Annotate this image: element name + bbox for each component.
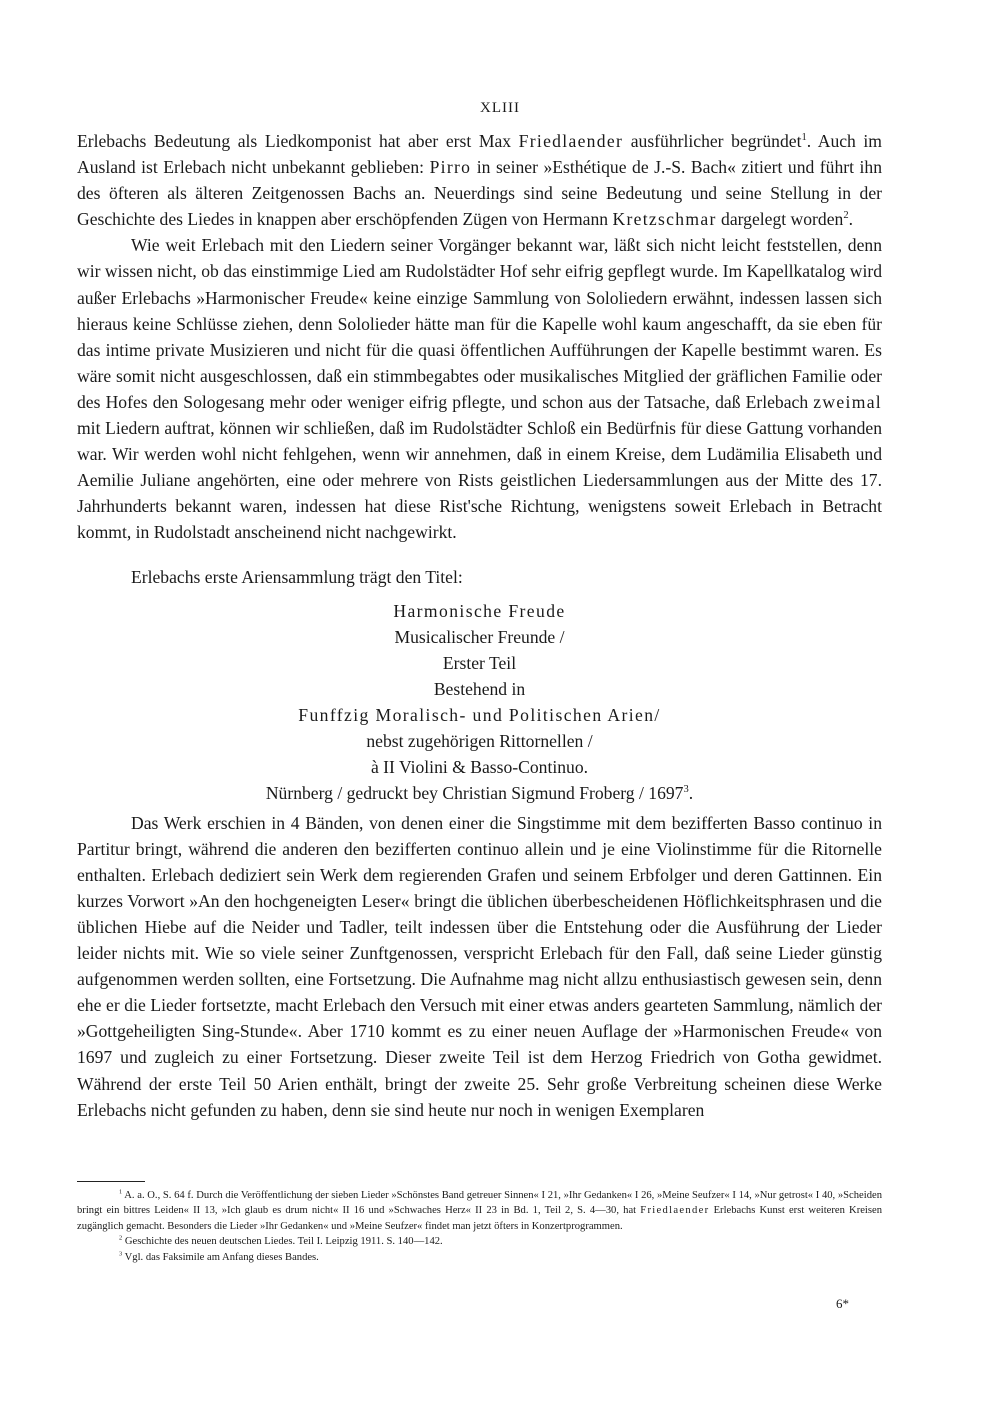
text-run: . Auch im Ausland ist Erlebach nicht unbekannt geblieben:: [77, 131, 882, 178]
text-run: in seiner »Esthétique de J.-S. Bach« zitiert und führt ihn des öfteren als älteren Zeitgenossen Bachs an. Neuerdings sind seine Bedeutung und seine Stellung in der Geschichte des Liedes in knappen aber erschöpfenden Zügen von Hermann: [77, 157, 882, 230]
title-intro: Erlebachs erste Ariensammlung trägt den Titel:: [131, 566, 463, 587]
signature-mark: 6*: [836, 1296, 849, 1311]
text-run: Vgl. das Faksimile am Anfang dieses Bandes.: [122, 1251, 319, 1263]
footnote-divider: [77, 1181, 145, 1182]
title-line-8: [77, 780, 882, 806]
footnote-ref-1: 1: [801, 132, 807, 144]
title-line-2: Musicalischer Freunde /: [394, 626, 565, 647]
text-run: Wie weit Erlebach mit den Liedern seiner Vorgänger bekannt war, läßt sich nicht leicht feststellen, denn wir wissen nicht, ob das einstimmige Lied am Rudolstädter Hof sehr eifrig gepflegt wurde. Im Kapellkatalog wird außer Erlebachs »Harmonischer Freude« keine einzige Sammlung von Sololiedern erwähnt, indessen lassen sich hieraus keine Schlüsse ziehen, denn Sololieder hätte man für die Kapelle wohl kaum angeschafft, da sie eben für das intime private Musizieren und nicht für die quasi öffentlichen Aufführungen der Kapelle bestimmt waren. Es wäre somit nicht ausgeschlossen, daß ein stimmbegabtes oder musikalisches Mitglied der gräflichen Familie oder des Hofes den Sologesang mehr oder weniger eifrig pflegte, und schon aus der Tatsache, daß Erlebach: [77, 235, 882, 412]
paragraph-3: Das Werk erschien in 4 Bänden, von denen einer die Singstimme mit dem bezifferten Basso continuo in Partitur bringt, während die anderen den bezifferten continuo allein und je eine Violinstimme für die Ritornelle enthalten. Erlebach dediziert sein Werk dem regierenden Grafen und seinem Erbfolger und deren Gattinnen. Ein kurzes Vorwort »An den hochgeneigten Leser« bringt die üblichen überbescheidenen Höflichkeitsphrasen und die üblichen Hiebe auf die Neider und Tadler, teilt indessen über die Entstehung oder die Ausführung der Lieder leider nichts mit. Wie so viele seiner Zunftgenossen, verspricht Erlebach für den Fall, daß seine Lieder günstig aufgenommen werden sollten, eine Fortsetzung. Die Aufnahme mag nicht allzu enthusiastisch gewesen sein, denn ehe er die Lieder fortsetzte, macht Erlebach den Versuch mit einer etwas anders gearteten Sammlung, nämlich der »Gottgeheiligten Sing-Stunde«. Aber 1710 kommt es zu einer neuen Auflage der »Harmonischen Freude« von 1697 und zugleich zu einer Fortsetzung. Dieser zweite Teil ist dem Herzog Friedrich von Gotha gewidmet. Während der erste Teil 50 Arien enthält, bringt der zweite 25. Sehr große Verbreitung scheinen diese Werke Erlebachs nicht gefunden zu haben, denn sie sind heute nur noch in wenigen Exemplaren: [77, 812, 882, 1120]
title-line-1: Harmonische Freude: [393, 600, 566, 621]
title-line-4: Bestehend in: [433, 678, 526, 699]
footnote-ref-3: 3: [683, 783, 689, 795]
text-run: .: [688, 782, 694, 803]
author-name-pirro: Pirro: [429, 157, 472, 178]
page-number: XLIII: [480, 100, 520, 116]
title-line-7: à II Violini & Basso-Continuo.: [370, 756, 589, 777]
work-title-block: [77, 598, 882, 806]
paragraph-2: [77, 232, 882, 545]
author-name-friedlaender: Friedlaender: [640, 1205, 710, 1217]
footnote-2: [77, 1234, 882, 1249]
footnote-mark: 3: [119, 1250, 123, 1258]
text-run: .: [848, 209, 854, 230]
text-run: dargelegt worden: [716, 209, 844, 230]
text-run: mit Liedern auftrat, können wir schließen, daß im Rudolstädter Schloß ein Bedürfnis für diese Gattung vorhanden war. Wir werden wohl nicht fehlgehen, wenn wir annehmen, daß in einem Kreise, dem Ludämilia Elisabeth und Aemilie Juliane angehörten, eine oder mehrere von Rists geistlichen Liedersammlungen aus der Mitte des 17. Jahrhunderts bekannt waren, indessen hat diese Rist'sche Richtung, wenigstens soweit Erlebach in Betracht kommt, in Rudolstadt anscheinend nicht nachgewirkt.: [77, 418, 882, 543]
footnote-1: [77, 1188, 882, 1234]
text-run: ausführlicher begründet: [623, 131, 802, 151]
text-run: Erlebachs Bedeutung als Liedkomponist hat aber erst Max: [77, 131, 519, 151]
author-name-kretzschmar: Kretzschmar: [612, 209, 717, 230]
footnote-3: [77, 1250, 882, 1265]
footnote-mark: 2: [119, 1234, 123, 1242]
paragraph-1: [77, 128, 882, 232]
text-run: Erlebachs Kunst erst weiteren Kreisen zugänglich gemacht. Besonders die Lieder »Ihr Gedanken« und »Meine Seufzer« findet man jetzt öfters in Konzertprogrammen.: [77, 1205, 882, 1232]
text-run: A. a. O., S. 64 f. Durch die Veröffentlichung der sieben Lieder »Schönstes Band getreuer Sinnen« I 21, »Ihr Gedanken« I 26, »Meine Seufzer« I 14, »Nur getrost« I 40, »Scheiden bringt ein bittres Leiden« II 13, »Ich glaub es drum nicht« II 16 und »Schwaches Herz« II 23 in Bd. 1, Teil 2, S. 4—30, hat: [77, 1190, 882, 1217]
author-name-friedlaender: Friedlaender: [518, 131, 624, 151]
title-line-5: Funffzig Moralisch- und Politischen Arien/: [298, 704, 661, 725]
title-line-6: nebst zugehörigen Rittornellen /: [366, 730, 593, 751]
title-line-3: Erster Teil: [442, 652, 517, 673]
text-run: Geschichte des neuen deutschen Liedes. Teil I. Leipzig 1911. S. 140—142.: [122, 1236, 443, 1248]
footnote-mark: 1: [119, 1188, 123, 1196]
footnotes: [77, 1188, 882, 1265]
main-text: [77, 128, 882, 1123]
imprint-text: Nürnberg / gedruckt bey Christian Sigmund Froberg / 1697: [265, 782, 684, 803]
emphasis-zweimal: zweimal: [813, 391, 882, 412]
footnote-ref-2: 2: [843, 210, 849, 222]
